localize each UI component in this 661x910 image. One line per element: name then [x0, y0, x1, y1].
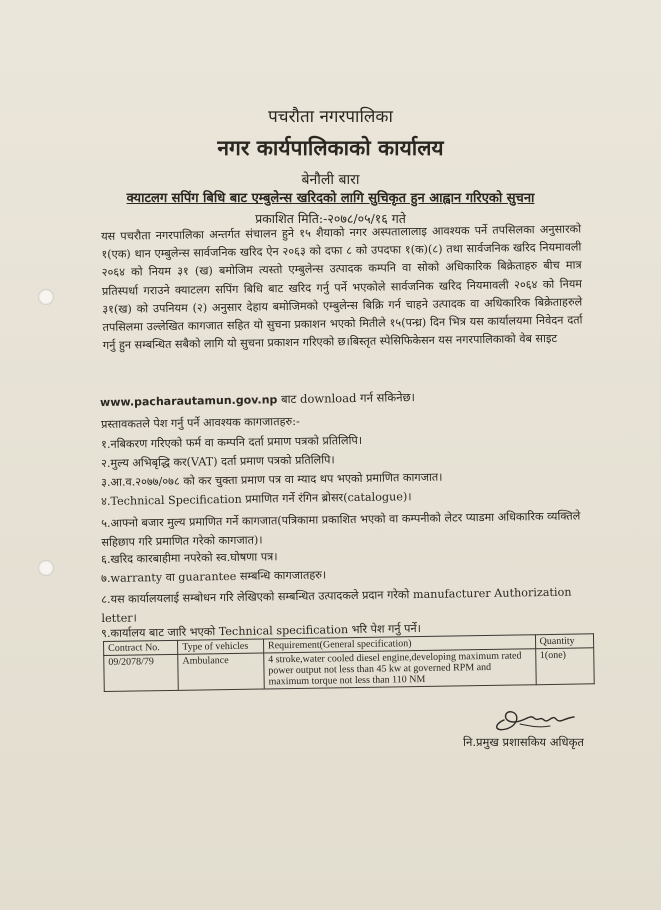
punch-hole	[38, 560, 54, 576]
signature-mark	[490, 702, 580, 734]
requirement-item: २.मुल्य अभिबृद्धि कर(VAT) दर्ता प्रमाण पत्रको प्रतिलिपि।	[101, 453, 335, 470]
published-date: प्रकाशित मिति:-२०७८/०५/१६ गते	[255, 211, 406, 226]
table-header-cell: Quantity	[535, 634, 594, 649]
requirement-item: ६.खरिद कारबाहीमा नपरेको स्व.घोषणा पत्र।	[101, 550, 278, 566]
table-cell: 4 stroke,water cooled diesel engine,developing maximum rated power output not less than 45 kw at governed RPM and maximum torque not less than 110 NM	[264, 649, 536, 689]
requirement-item: ३.आ.व.२०७७/०७८ को कर चुक्ता प्रमाण पत्र वा म्याद थप भएको प्रमाणित कागजात।	[101, 470, 443, 489]
website-line	[100, 390, 415, 410]
notice-paragraph: यस पचरौता नगरपालिका अन्तर्गत संचालन हुने १५ शैयाको नगर अस्पतालालाइ आवश्यक पर्ने तपसिलका अनुसारको १(एक) थान एम्बुलेन्स सार्वजनिक खरिद ऐन २०६३ को दफा ८ को उपदफा १(क)(८) तथा सार्वजनिक खरिद नियमावली २०६४ को नियम ३१ (ख) बमोजिम त्यस्तो एम्बुलेन्स उत्पादक कम्पनि वा सोको अधिकारिक बिक्रेताहरु बीच मात्र प्रतिस्पर्धा गराउने क्याटलग सपिंग बिधि बाट खरिद गर्नु पर्ने भएकोले सार्वजनिक खरिद नियमावली २०६४ को नियम ३१(ख) को उपनियम (२) अनुसार देहाय बमोजिमको एम्बुलेन्स बिक्रि गर्न चाहने उत्पादक वा अधिकारिक बिक्रेताहरुले तपसिलमा उल्लेखित कागजात सहित यो सुचना प्रकाशन भएको मितीले १५(पन्ध्र) दिन भित्र यस कार्यालयमा निवेदन दर्ता गर्नु हुन सम्बन्धित सबैको लागि यो सुचना प्रकाशन गरिएको छ।बिस्तृत स्पेसिफिकेसन यस नगरपालिकाको वेब साइट	[101, 222, 583, 353]
notice-title: क्याटलग सपिंग बिधि बाट एम्बुलेन्स खरिदको लागि सुचिकृत हुन आह्वान गरिएको सुचना	[126, 191, 535, 206]
signatory-title: नि.प्रमुख प्रशासकिय अधिकृत	[463, 735, 584, 749]
table-row	[104, 648, 595, 692]
table-cell: Ambulance	[178, 653, 264, 690]
table-header-cell: Type of vehicles	[178, 639, 264, 654]
requirement-item: ८.यस कार्यालयलाई सम्बोधन गरि लेखिएको सम्बन्धित उत्पादकले प्रदान गरेको manufacturer Authorization letter।	[101, 585, 572, 625]
requirement-item: १.नबिकरण गरिएको फर्म वा कम्पनि दर्ता प्रमाण पत्रको प्रतिलिपि।	[101, 433, 363, 451]
requirement-item: ७.warranty वा guarantee सम्बन्धि कागजातहरु।	[101, 568, 327, 585]
requirement-item: ४.Technical Specification प्रमाणित गर्ने रंगिन ब्रोसर(catalogue)।	[101, 490, 412, 508]
table-cell: 1(one)	[535, 648, 594, 685]
municipality-name: पचरौता नगरपालिका	[268, 107, 393, 127]
website-url: www.pacharautamun.gov.np	[100, 393, 278, 409]
table-cell: 09/2078/79	[104, 654, 179, 691]
table-header-cell: Requirement(General specification)	[263, 635, 535, 653]
office-name: नगर कार्यपालिकाको कार्यालय	[217, 135, 444, 160]
punch-hole	[38, 289, 54, 305]
docs-heading: प्रस्तावकतले पेश गर्नु पर्ने आवश्यक कागजातहरु:-	[101, 414, 300, 431]
specification-table	[103, 633, 595, 692]
table-header-cell: Contract No.	[104, 640, 178, 655]
website-suffix: बाट download गर्न सकिनेछ।	[277, 390, 416, 407]
office-location: बेनौली बारा	[301, 172, 360, 188]
requirement-item: ९.कार्यालय बाट जारि भएको Technical specification भरि पेश गर्नु पर्ने।	[101, 621, 422, 640]
requirement-item: ५.आफ्नो बजार मुल्य प्रमाणित गर्ने कागजात(पत्रिकामा प्रकाशित भएको वा कम्पनीको लेटर प्याडमा अधिकारिक व्यक्तिले सहिछाप गरि प्रमाणित गरेको कागजात)।	[101, 509, 581, 549]
